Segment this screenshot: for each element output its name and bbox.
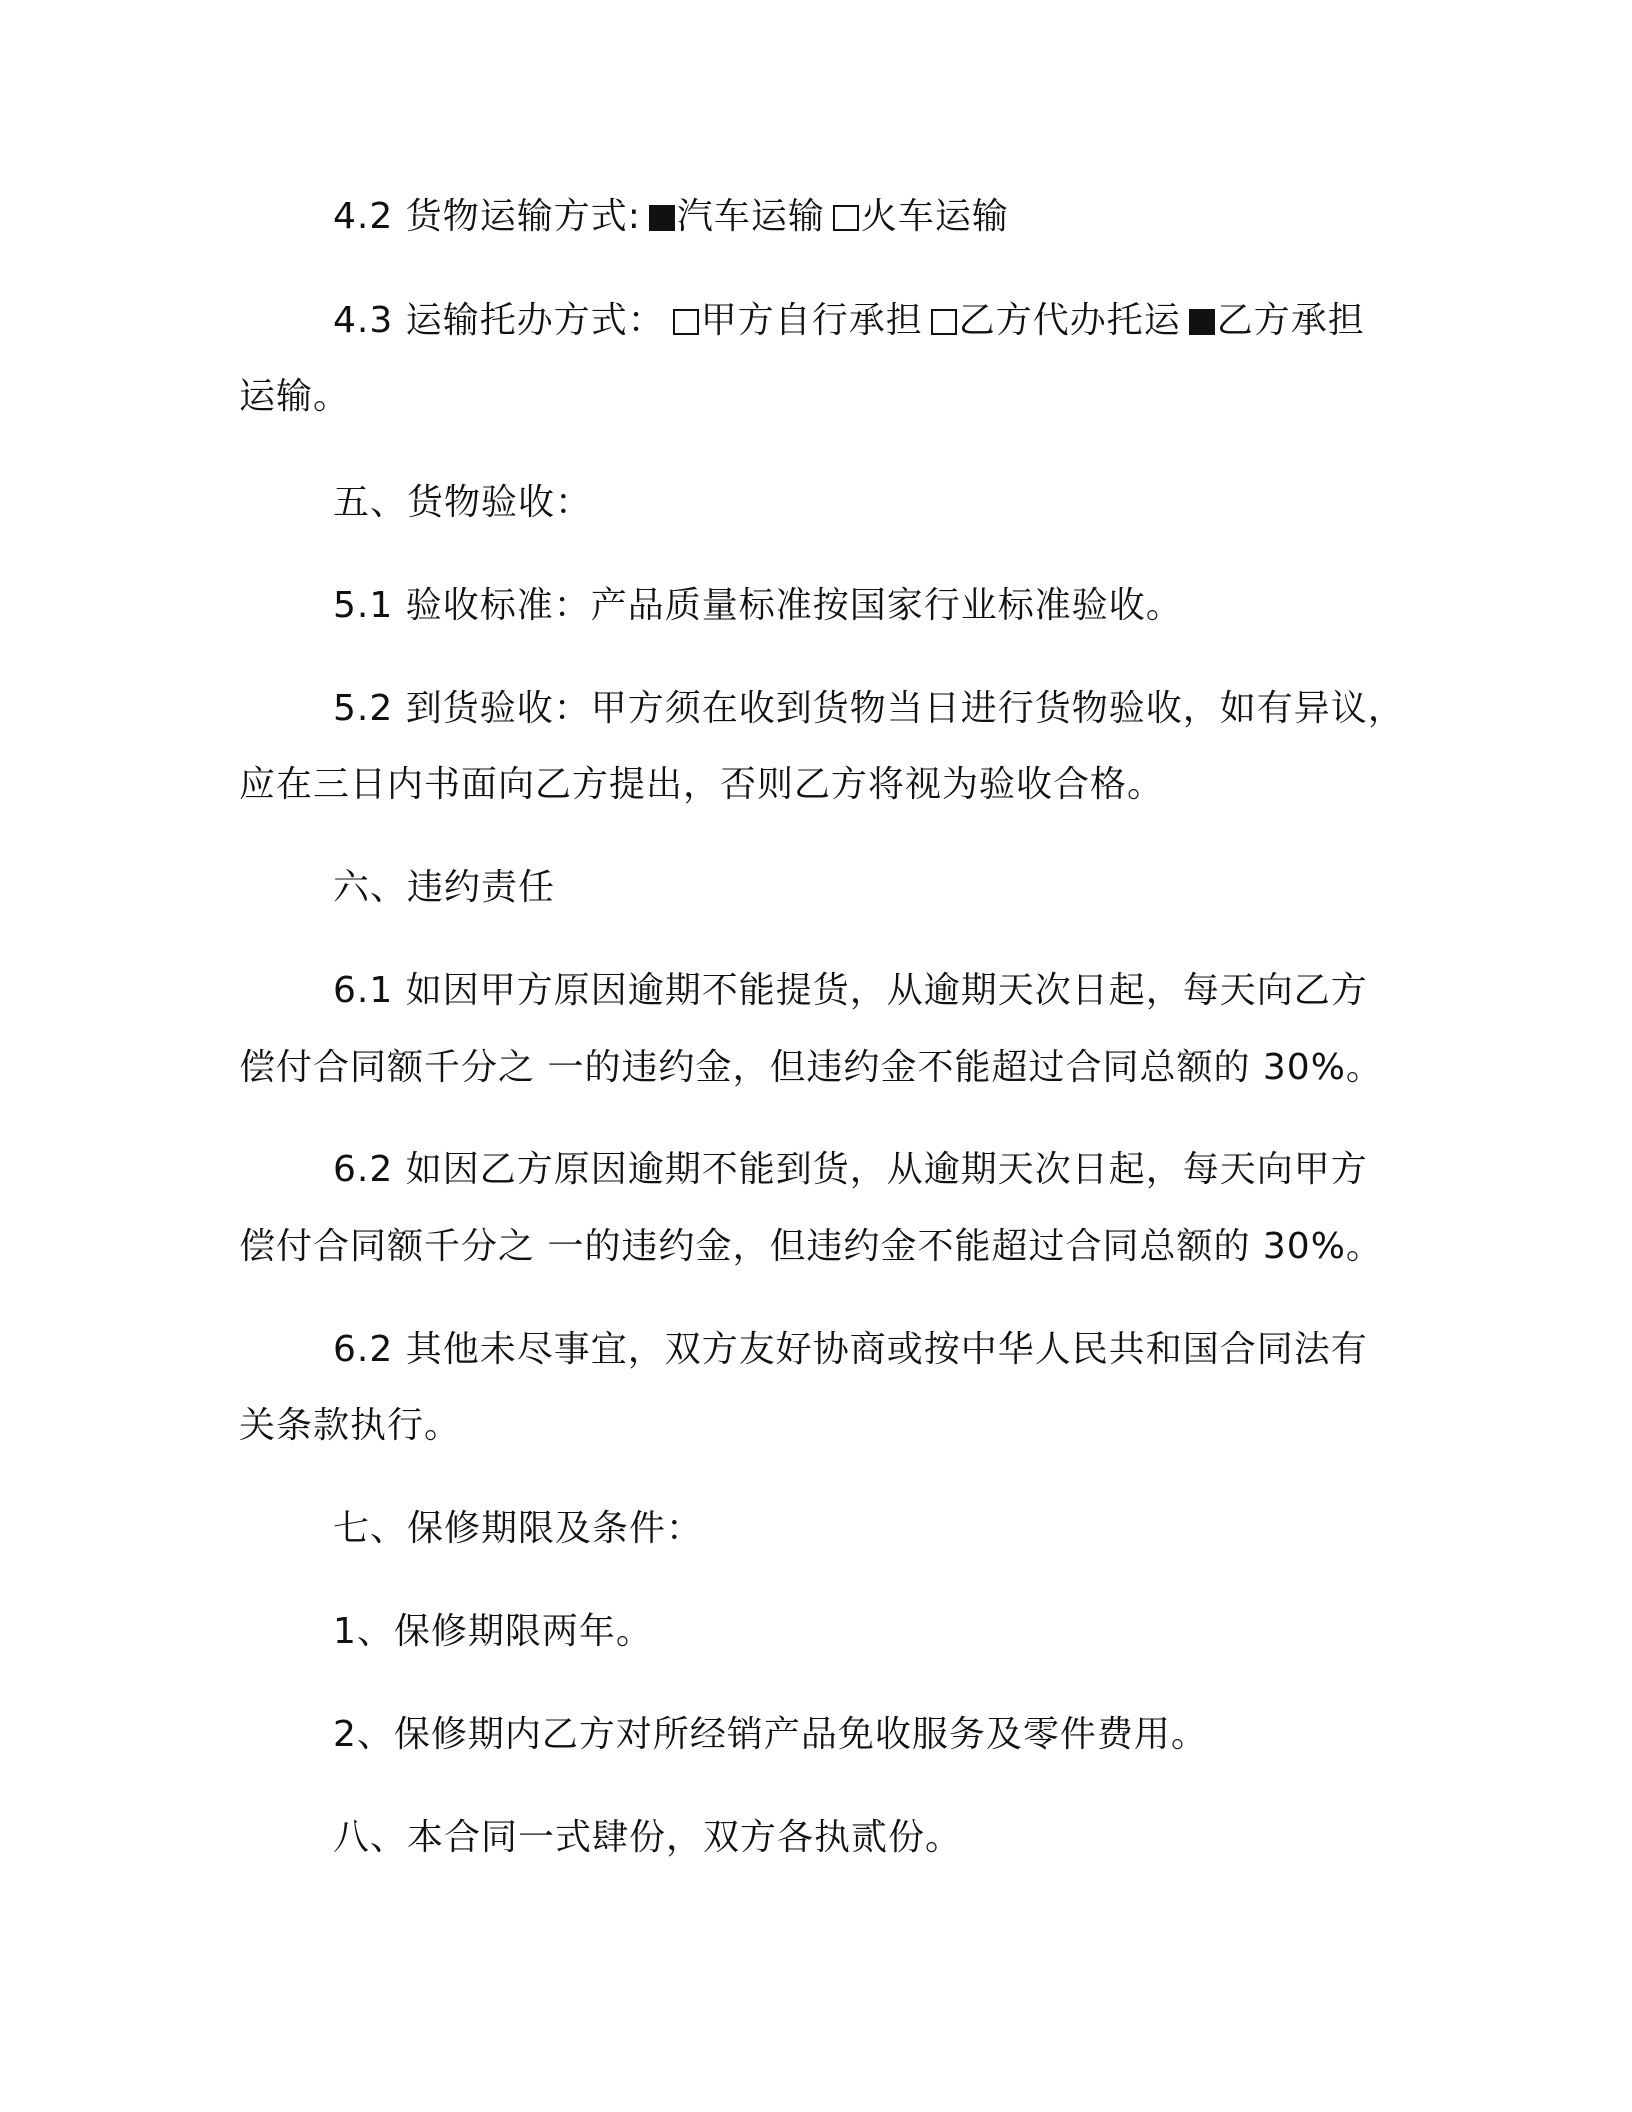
clause-5-2-line2: 应在三日内书面向乙方提出，否则乙方将视为验收合格。 (239, 764, 1165, 805)
clause-6-2a-line1: 6.2 如因乙方原因逾期不能到货，从逾期天次日起，每天向甲方 (333, 1149, 1368, 1190)
checkbox-empty-icon[interactable] (673, 309, 699, 335)
section-7-title: 七、保修期限及条件： (333, 1508, 704, 1549)
clause-6-1-line2: 偿付合同额千分之 一的违约金，但违约金不能超过合同总额的 30%。 (239, 1047, 1383, 1088)
checkbox-empty-icon[interactable] (931, 309, 957, 335)
section-8: 八、本合同一式肆份，双方各执贰份。 (333, 1817, 963, 1858)
clause-5-2-line1: 5.2 到货验收：甲方须在收到货物当日进行货物验收，如有异议， (333, 688, 1405, 729)
item-7-2: 2、保修期内乙方对所经销产品免收服务及零件费用。 (333, 1714, 1208, 1755)
option-party-b-agent: 乙方代办托运 (958, 300, 1181, 341)
clause-4-3 (333, 297, 1365, 345)
section-5-title: 五、货物验收： (333, 482, 593, 523)
clause-6-2a-line2: 偿付合同额千分之 一的违约金，但违约金不能超过合同总额的 30%。 (239, 1226, 1383, 1267)
clause-5-1: 5.1 验收标准：产品质量标准按国家行业标准验收。 (333, 585, 1183, 626)
clause-6-1-line1: 6.1 如因甲方原因逾期不能提货，从逾期天次日起，每天向乙方 (333, 970, 1368, 1011)
checkbox-empty-icon[interactable] (833, 205, 859, 231)
section-6-title: 六、违约责任 (333, 867, 556, 908)
clause-6-2b-line2: 关条款执行。 (239, 1405, 462, 1446)
option-truck-transport: 汽车运输 (676, 196, 825, 237)
option-train-transport: 火车运输 (860, 196, 1009, 237)
checkbox-checked-icon[interactable] (1189, 309, 1215, 335)
clause-4-3-continuation: 运输。 (239, 376, 351, 417)
option-party-b-bears: 乙方承担 (1216, 300, 1365, 341)
option-party-a-self: 甲方自行承担 (700, 300, 923, 341)
clause-6-2b-line1: 6.2 其他未尽事宜，双方友好协商或按中华人民共和国合同法有 (333, 1329, 1368, 1370)
clause-4-2-prefix: 4.2 货物运输方式: (333, 196, 641, 237)
clause-4-3-prefix: 4.3 运输托办方式： (333, 300, 665, 341)
item-7-1: 1、保修期限两年。 (333, 1611, 653, 1652)
clause-4-2 (333, 193, 1009, 241)
checkbox-checked-icon[interactable] (649, 205, 675, 231)
